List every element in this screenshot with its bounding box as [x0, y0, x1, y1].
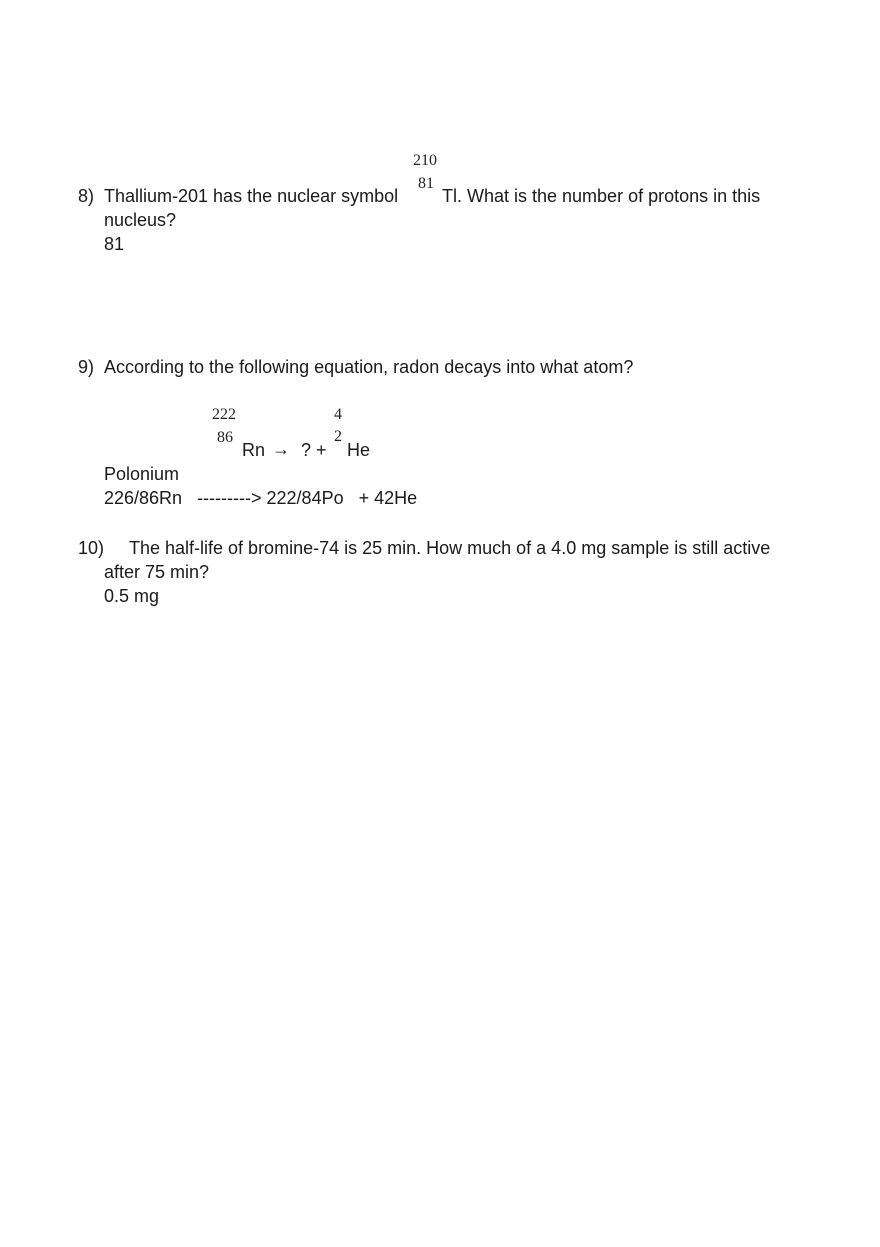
q10-answer: 0.5 mg [104, 586, 160, 606]
q8-number: 8) [78, 186, 95, 206]
q10-text-line2: after 75 min? [104, 562, 210, 582]
q9-number: 9) [78, 357, 95, 377]
q8-answer: 81 [104, 234, 125, 254]
q9-rn-symbol: Rn [242, 440, 266, 460]
q8-text-line2: nucleus? [104, 210, 177, 230]
q8-mass-number: 210 [413, 152, 437, 169]
q10-number: 10) [78, 538, 105, 558]
q9-he-symbol: He [347, 440, 371, 460]
q10-text-line1: The half-life of bromine-74 is 25 min. How much of a 4.0 mg sample is still active [129, 538, 771, 558]
q9-answer-line1: Polonium [104, 464, 180, 484]
q8-text-after-symbol: Tl. What is the number of protons in this [442, 186, 761, 206]
q8-atomic-number: 81 [418, 175, 434, 192]
q9-he-mass-number: 4 [334, 406, 342, 423]
q8-text-before-symbol: Thallium-201 has the nuclear symbol [104, 186, 399, 206]
q9-text: According to the following equation, radon decays into what atom? [104, 357, 634, 377]
q9-rn-mass-number: 222 [212, 406, 236, 423]
q9-answer-line2: 226/86Rn ---------> 222/84Po + 42He [104, 488, 418, 508]
q9-unknown-product: ? + [301, 440, 327, 460]
q9-rn-atomic-number: 86 [217, 429, 233, 446]
q9-he-atomic-number: 2 [334, 428, 342, 445]
reaction-arrow-icon: → [272, 439, 290, 459]
